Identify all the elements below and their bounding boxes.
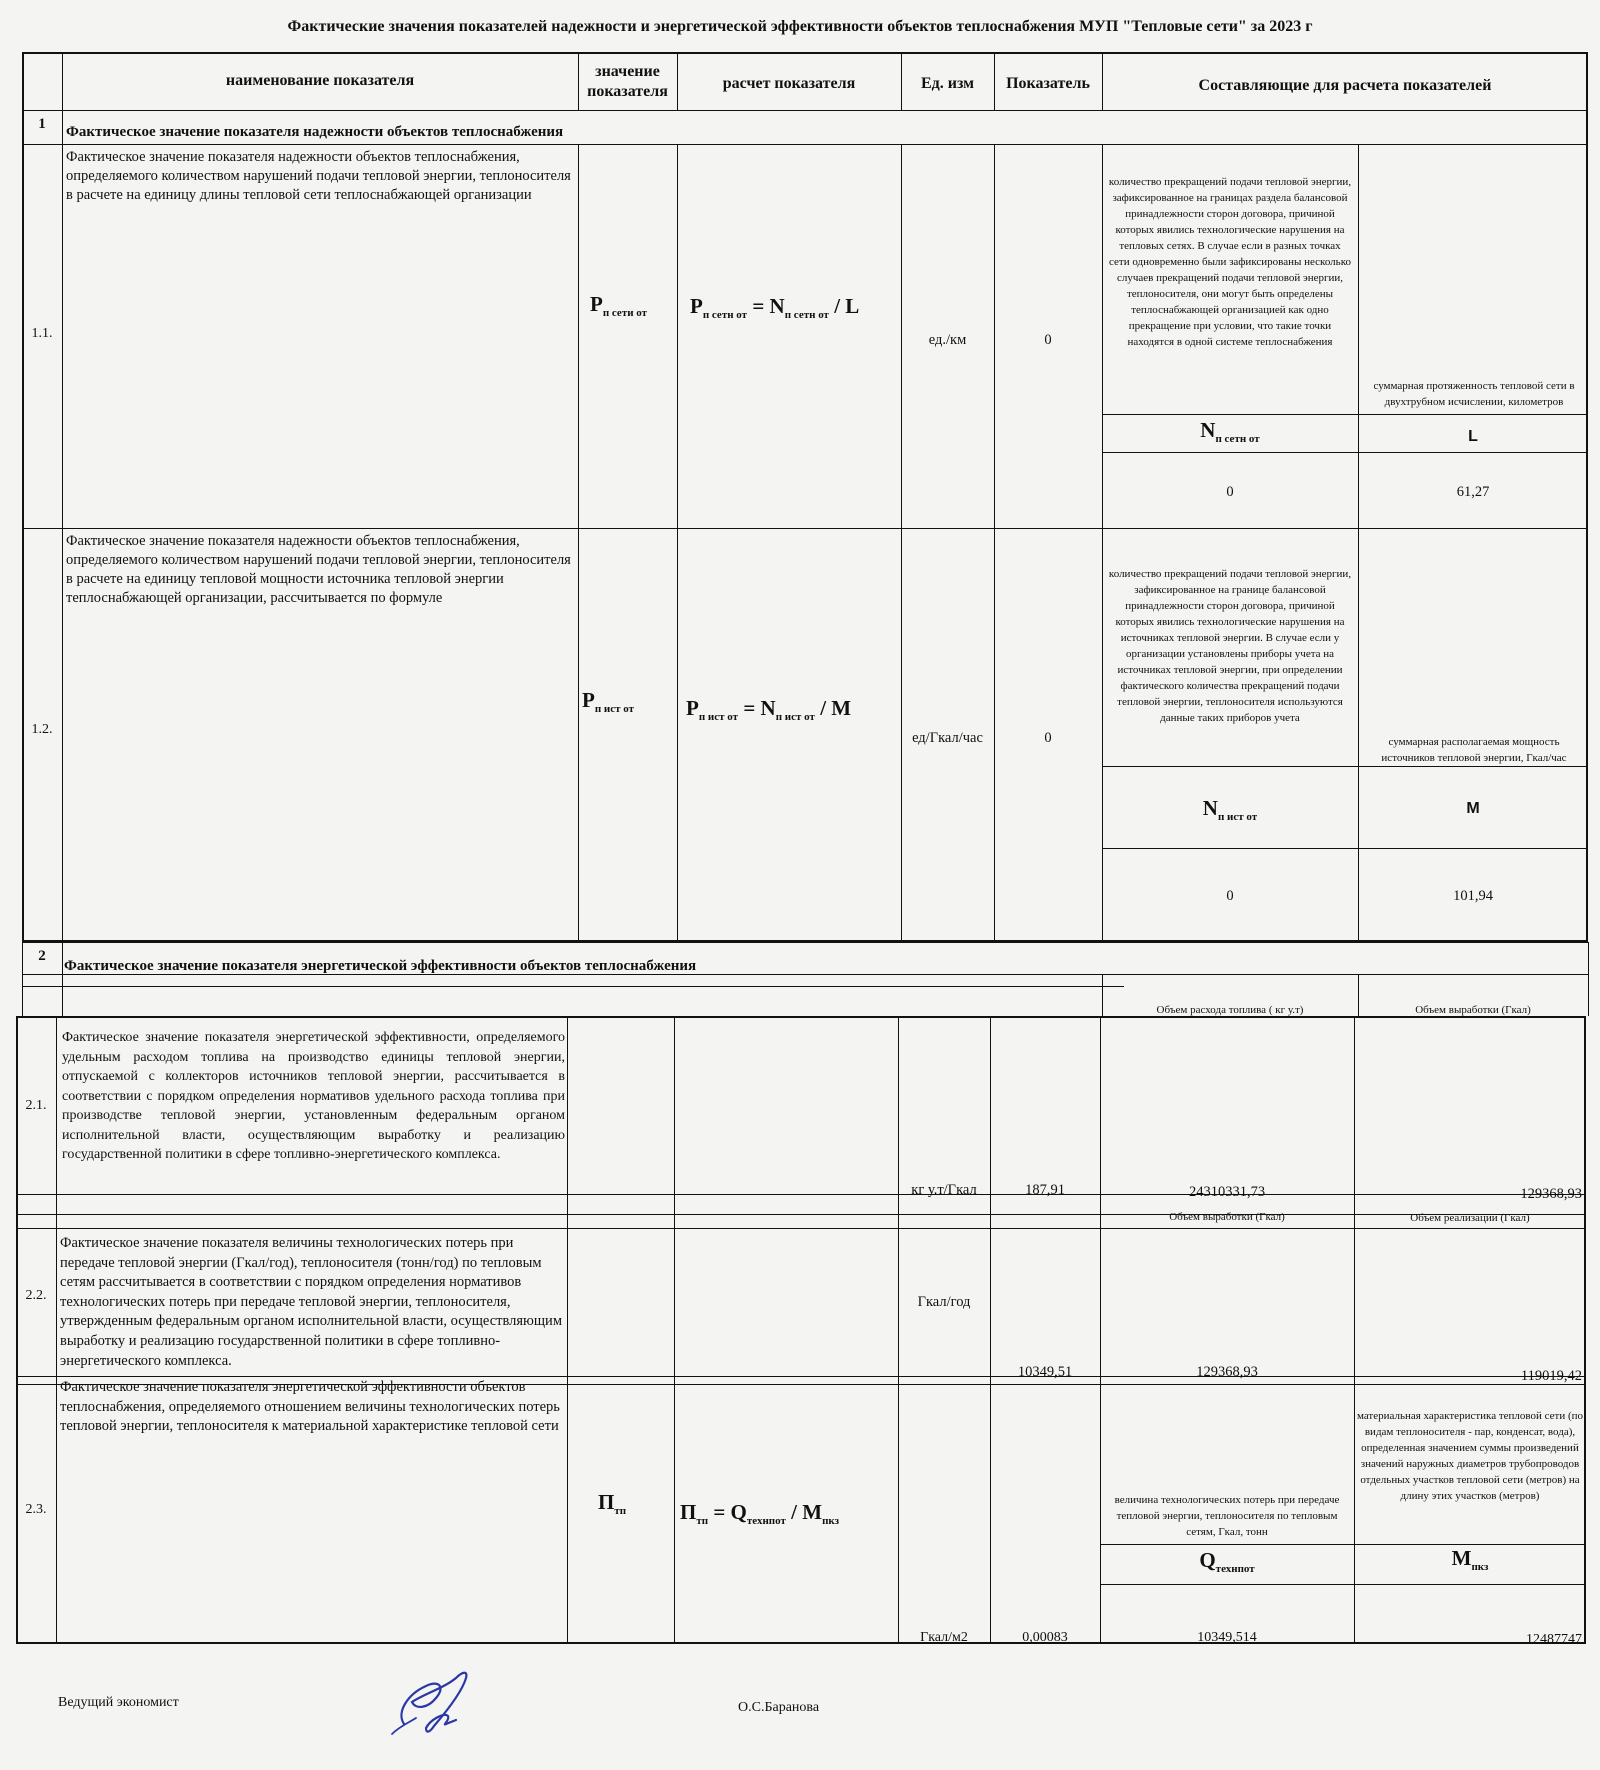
- row-1-2-description: Фактическое значение показателя надежности объектов теплоснабжения, определяемого количеством нарушений подачи тепловой энергии, теплоносителя в расчете на единицу тепловой мощности источника тепловой энергии теплоснабжающей организации, рассчитывается по формуле: [66, 533, 571, 606]
- formula-tail: / M: [814, 696, 852, 720]
- rule: [994, 144, 995, 942]
- row-1-1-symbol: [590, 292, 676, 319]
- row-1-1-component-b-description: суммарная протяженность тепловой сети в двухтрубном исчислении, километров: [1373, 380, 1575, 408]
- rule: [1100, 1584, 1586, 1585]
- symbol-letter: M: [1451, 1546, 1472, 1570]
- rule: [22, 942, 1588, 943]
- row-2-1-component-a-label: Объем расхода топлива ( кг у.т): [1156, 1004, 1304, 1016]
- section-2-number: 2: [38, 948, 46, 964]
- rule: [898, 1016, 899, 1644]
- row-2-1-unit: кг у.т/Гкал: [911, 1182, 977, 1198]
- row-2-3-component-b-value: 12487747: [1526, 1632, 1582, 1647]
- row-2-2-component-b-value: 119019,42: [1520, 1368, 1582, 1384]
- formula-lhs: P: [686, 696, 699, 720]
- symbol-letter: P: [590, 292, 603, 316]
- rule: [1102, 848, 1588, 849]
- row-1-1-unit: ед./км: [928, 332, 967, 348]
- rule: [901, 144, 902, 942]
- signatory-position: Ведущий экономист: [58, 1695, 179, 1710]
- row-1-2-component-b-description: суммарная располагаемая мощность источников тепловой энергии, Гкал/час: [1381, 736, 1567, 764]
- header-calc: расчет показателя: [722, 75, 856, 92]
- row-1-2-symbol: [582, 688, 676, 715]
- formula-tail: / M: [785, 1500, 823, 1524]
- formula-rhs-sub: технпот: [746, 1515, 786, 1528]
- formula-eq: = N: [747, 294, 785, 318]
- formula-tail: / L: [828, 294, 860, 318]
- symbol-letter: N: [1202, 796, 1218, 820]
- header-value-line2: показателя: [587, 83, 668, 100]
- row-2-3-component-b-description: материальная характеристика тепловой сети (по видам теплоносителя - пар, конденсат, вода), определенная значением суммы произведений значений наружных диаметров трубопроводов отдельных участков тепловой сети (метров) на длину этих участков (метров): [1356, 1410, 1584, 1502]
- rule: [1102, 452, 1588, 453]
- rule: [1102, 766, 1588, 767]
- rule: [62, 52, 63, 942]
- row-2-1-description: Фактическое значение показателя энергетической эффективности, определяемого удельным расходом топлива на производство единицы тепловой энергии, отпускаемой с коллекторов источников тепловой энергии, рассчитывается в соответствии с порядком определения нормативов удельного расхода топлива при производстве тепловой энергии, установленным федеральным органом исполнительной власти, осуществляющим выработку и реализацию государственной политики в сфере топливно-энергетического комплекса.: [62, 1030, 565, 1162]
- row-2-3-symbol: [598, 1490, 674, 1517]
- header-value: [578, 62, 677, 102]
- document-title: Фактические значения показателей надежности и энергетической эффективности объектов теплоснабжения МУП "Тепловые сети" за 2023 г: [287, 18, 1313, 35]
- symbol-letter: Q: [1199, 1548, 1216, 1572]
- row-1-2-formula: [686, 696, 900, 723]
- formula-lhs-sub: п ист от: [698, 711, 739, 724]
- header-name: наименование показателя: [225, 72, 415, 89]
- symbol-letter: P: [582, 688, 595, 712]
- rule: [578, 144, 579, 942]
- row-1-2-component-a-description: количество прекращений подачи тепловой энергии, зафиксированное на границе балансовой принадлежности сторон договора, причиной которых явились технологические нарушения на источниках тепловой энергии. В случае если у организации установлены приборы учета на источниках тепловой энергии, при определении фактического количества прекращений подачи тепловой энергии, теплоносителя используются данные таких приборов учета: [1108, 568, 1352, 724]
- rule: [567, 1016, 568, 1644]
- rule: [22, 528, 1588, 529]
- symbol-subscript: технпот: [1215, 1563, 1255, 1576]
- row-2-1-component-a-value: 24310331,73: [1188, 1184, 1266, 1200]
- row-1-2-component-b-value: 101,94: [1453, 888, 1493, 904]
- formula-lhs-sub: тп: [696, 1515, 709, 1528]
- row-2-2-unit: Гкал/год: [917, 1294, 971, 1310]
- row-2-3-description: Фактическое значение показателя энергетической эффективности объектов теплоснабжения, определяемого отношением величины технологических потерь тепловой энергии, теплоносителя к материальной характеристике тепловой сети: [60, 1379, 560, 1435]
- row-2-2-indicator: 10349,51: [1017, 1364, 1073, 1380]
- formula-rhs-sub: п сетн от: [784, 309, 829, 322]
- header-components: Составляющие для расчета показателей: [1198, 77, 1492, 94]
- formula-tail-sub: пкз: [822, 1515, 840, 1528]
- row-2-1-number: 2.1.: [25, 1098, 47, 1113]
- row-1-2-component-a-value: 0: [1226, 888, 1234, 904]
- symbol-letter: П: [598, 1490, 615, 1514]
- row-2-2-number: 2.2.: [25, 1288, 47, 1303]
- section-2-title: Фактическое значение показателя энергетической эффективности объектов теплоснабжения: [64, 958, 697, 974]
- row-1-1-component-a-symbol: [1102, 418, 1358, 445]
- rule: [16, 1228, 1586, 1229]
- formula-lhs: П: [680, 1500, 697, 1524]
- row-2-1-component-b-value: 129368,93: [1520, 1186, 1582, 1202]
- symbol-subscript: п сетн от: [1215, 433, 1260, 446]
- row-1-1-component-a-description: количество прекращений подачи тепловой энергии, зафиксированное на границах раздела балансовой принадлежности сторон договора, причиной которых явились технологические нарушения на тепловых сетях. В случае если в разных точках сети одновременно были зафиксированы несколько случаев прекращений подачи тепловой энергии, теплоносителя, они могут быть определены теплоснабжающей организацией как одно прекращение при условии, что такие точки находятся в одной системе теплоснабжения: [1108, 176, 1352, 348]
- formula-lhs-sub: п сетн от: [702, 309, 748, 322]
- row-1-2-number: 1.2.: [31, 722, 53, 737]
- signatory-name: О.С.Баранова: [738, 1700, 820, 1715]
- row-1-1-description: Фактическое значение показателя надежности объектов теплоснабжения, определяемого количеством нарушений подачи тепловой энергии, теплоносителя в расчете на единицу длины тепловой сети теплоснабжающей организации: [66, 149, 571, 203]
- symbol-subscript: п сети от: [602, 307, 648, 320]
- formula-eq: = N: [738, 696, 776, 720]
- symbol-subscript: тп: [614, 1505, 627, 1518]
- row-1-1-indicator: 0: [1044, 332, 1052, 348]
- row-2-1-component-b-label: Объем выработки (Гкал): [1415, 1004, 1531, 1016]
- formula-eq: = Q: [708, 1500, 747, 1524]
- row-2-3-indicator: 0,00083: [1022, 1630, 1068, 1645]
- section-1-number: 1: [38, 116, 46, 132]
- row-1-2-indicator: 0: [1044, 730, 1052, 746]
- rule: [22, 144, 1588, 145]
- header-value-line1: значение: [595, 63, 660, 80]
- row-2-3-unit: Гкал/м2: [920, 1630, 968, 1645]
- rule: [990, 1016, 991, 1644]
- formula-rhs-sub: п ист от: [775, 711, 815, 724]
- row-1-1-component-b-value: 61,27: [1456, 484, 1490, 500]
- rule: [62, 942, 63, 1016]
- rule: [22, 986, 1124, 987]
- rule: [22, 110, 1588, 111]
- rule: [56, 1016, 57, 1644]
- section-1-title: Фактическое значение показателя надежности объектов теплоснабжения: [66, 124, 564, 140]
- header-unit: Ед. изм: [920, 75, 975, 92]
- row-2-3-component-a-description: величина технологических потерь при передаче тепловой энергии, теплоносителя по тепловым сетям, Гкал, тонн: [1114, 1494, 1340, 1538]
- row-1-1-component-a-value: 0: [1226, 484, 1234, 500]
- symbol-subscript: п ист от: [594, 703, 635, 716]
- row-2-3-component-a-symbol: [1100, 1548, 1354, 1575]
- rule: [1588, 942, 1589, 1016]
- rule: [674, 1016, 675, 1644]
- symbol-subscript: пкз: [1471, 1561, 1489, 1574]
- row-2-2-component-a-label: Объем выработки (Гкал): [1169, 1211, 1285, 1223]
- row-2-3-number: 2.3.: [25, 1502, 47, 1517]
- row-1-1-number: 1.1.: [31, 326, 53, 341]
- formula-lhs: P: [690, 294, 703, 318]
- row-1-1-formula: [690, 294, 900, 321]
- row-2-1-indicator: 187,91: [1025, 1182, 1065, 1198]
- rule: [677, 144, 678, 942]
- row-1-2-component-a-symbol: [1102, 796, 1358, 823]
- handwritten-signature: [386, 1664, 506, 1742]
- rule: [1102, 414, 1588, 415]
- row-2-2-component-b-label: Объем реализации (Гкал): [1410, 1212, 1530, 1224]
- symbol-subscript: п ист от: [1217, 811, 1258, 824]
- symbol-letter: N: [1200, 418, 1216, 442]
- header-indicator: Показатель: [1006, 75, 1090, 92]
- rule: [1100, 1544, 1586, 1545]
- row-2-3-component-a-value: 10349,514: [1197, 1630, 1257, 1645]
- row-1-2-component-b-symbol: M: [1466, 800, 1480, 817]
- row-2-3-component-b-symbol: [1354, 1546, 1586, 1573]
- row-2-2-description: Фактическое значение показателя величины технологических потерь при передаче тепловой энергии (Гкал/год), теплоносителя (тонн/год) по тепловым сетям рассчитывается в соответствии с порядком определения нормативов технологических потерь при передаче тепловой энергии, теплоносителя, утвержденным федеральным органом исполнительной власти, осуществляющим выработку и реализацию государственной политики в сфере топливно-энергетического комплекса.: [60, 1235, 562, 1369]
- row-2-3-formula: [680, 1500, 898, 1527]
- row-1-2-unit: ед/Гкал/час: [912, 730, 983, 746]
- row-2-2-component-a-value: 129368,93: [1196, 1364, 1258, 1380]
- rule: [1358, 144, 1359, 942]
- row-1-1-component-b-symbol: L: [1468, 428, 1478, 445]
